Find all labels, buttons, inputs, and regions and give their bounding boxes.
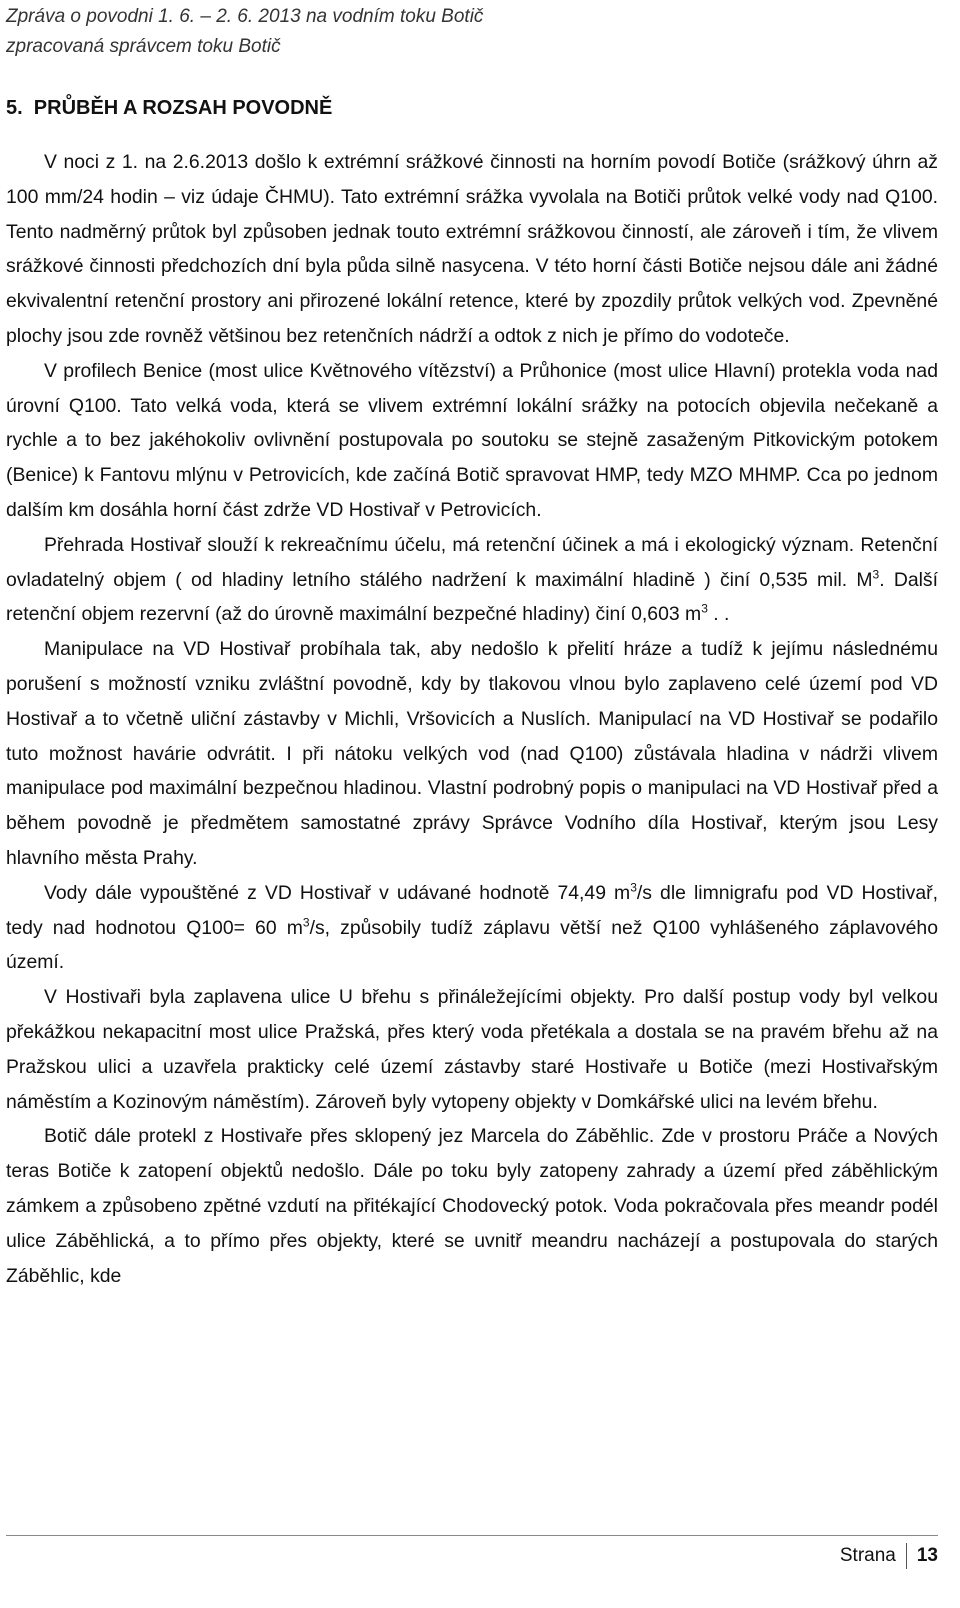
page-footer [840,1541,938,1571]
text-run: Přehrada Hostivař slouží k rekreačnímu účelu, má retenční účinek a má i ekologický význam. Retenční ovladatelný objem ( od hladiny letního stálého nadržení k maximální hladině ) činí 0,535 mil. M [6,533,938,591]
superscript: 3 [630,880,637,895]
paragraph: V noci z 1. na 2.6.2013 došlo k extrémní srážkové činnosti na horním povodí Botiče (srážkový úhrn až 100 mm/24 hodin – viz údaje ČHMU). Tato extrémní srážka vyvolala na Botiči průtok velké vody nad Q100. Tento nadměrný průtok byl způsoben jednak touto extrémní srážkovou činností, ale zároveň i tím, že vlivem srážkové činnosti předchozích dní byla půda silně nasycena. V této horní části Botiče nejsou dále ani žádné ekvivalentní retenční prostory ani přirozené lokální retence, které by zpozdily průtok velkých vod. Zpevněné plochy jsou zde rovněž většinou bez retenčních nádrží a odtok z nich je přímo do vodoteče. [6,151,938,347]
section-heading: 5. PRŮBĚH A ROZSAH POVODNĚ [6,97,333,119]
text-run: Vody dále vypouštěné z VD Hostivař v udávané hodnotě 74,49 m [44,881,631,904]
paragraph: Manipulace na VD Hostivař probíhala tak, aby nedošlo k přelití hráze a tudíž k jejímu následnému porušení s možností vzniku zvláštní povodně, kdy by tlakovou vlnou bylo zaplaveno celé území pod VD Hostivař a to včetně uliční zástavby v Michli, Vršovicích a Nuslích. Manipulací na VD Hostivař se podařilo tuto možnost havárie odvrátit. I při nátoku velkých vod (nad Q100) zůstávala hladina v nádrži vlivem manipulace pod maximální bezpečnou hladinou. Vlastní podrobný popis o manipulaci na VD Hostivař před a během povodně je předmětem samostatné zprávy Správce Vodního díla Hostivař, kterým jsou Lesy hlavního města Prahy. [6,638,938,869]
page-header [6,2,946,62]
header-subtitle: zpracovaná správcem toku Botič [6,36,281,57]
paragraph: Botič dále protekl z Hostivaře přes sklopený jez Marcela do Záběhlic. Zde v prostoru Práče a Nových teras Botiče k zatopení objektů nedošlo. Dále po toku byly zatopeny zahrady a území před záběhlickým zámkem a způsobeno zpětné vzdutí na přitékající Chodovecký potok. Voda pokračovala přes meandr podél ulice Záběhlická, a to přímo přes objekty, které se uvnitř meandru nacházejí a postupovala do starých Záběhlic, kde [6,1125,938,1287]
superscript: 3 [872,567,880,582]
footer-separator [906,1543,907,1569]
paragraph: V profilech Benice (most ulice Květnového vítězství) a Průhonice (most ulice Hlavní) protekla voda nad úrovní Q100. Tato velká voda, která se vlivem extrémní lokální srážky na potocích objevila nečekaně a rychle a to bez jakéhokoliv ovlivnění postupovala po soutoku se stejně zasaženým Pitkovickým potokem (Benice) k Fantovu mlýnu v Petrovicích, kde začíná Botič spravovat HMP, tedy MZO MHMP. Cca po jednom dalším km dosáhla horní část zdrže VD Hostivař v Petrovicích. [6,359,938,521]
header-title: Zpráva o povodni 1. 6. – 2. 6. 2013 na vodním toku Botič [6,6,484,27]
paragraph [6,528,938,632]
page-label: Strana [839,1545,896,1566]
body-text [6,145,938,1293]
superscript: 3 [701,601,708,616]
footer-divider [6,1535,938,1536]
text-run: . . [707,603,730,626]
paragraph: V Hostivaři byla zaplavena ulice U břehu s přináležejícími objekty. Pro další postup vody byl velkou překážkou nekapacitní most ulice Pražská, přes který voda přetékala a dostala se na pravém břehu až na Pražskou ulici a uzavřela prakticky celé území zástavby staré Hostivaře u Botiče (mezi Hostivařským náměstím a Kozinovým náměstím). Zároveň byly vytopeny objekty v Domkářské ulici na levém břehu. [6,986,938,1113]
superscript: 3 [302,915,310,930]
text-run: /s, způsobily tudíž záplavu větší než Q100 vyhlášeného záplavového území. [6,916,939,974]
text-run: . Další retenční objem rezervní (až do úrovně maximální bezpečné hladiny) činí 0,603 m [6,568,938,626]
page-number: 13 [916,1545,938,1566]
text-run: /s dle limnigrafu pod VD Hostivař, tedy nad hodnotou Q100= 60 m [6,881,939,939]
paragraph [6,876,938,980]
